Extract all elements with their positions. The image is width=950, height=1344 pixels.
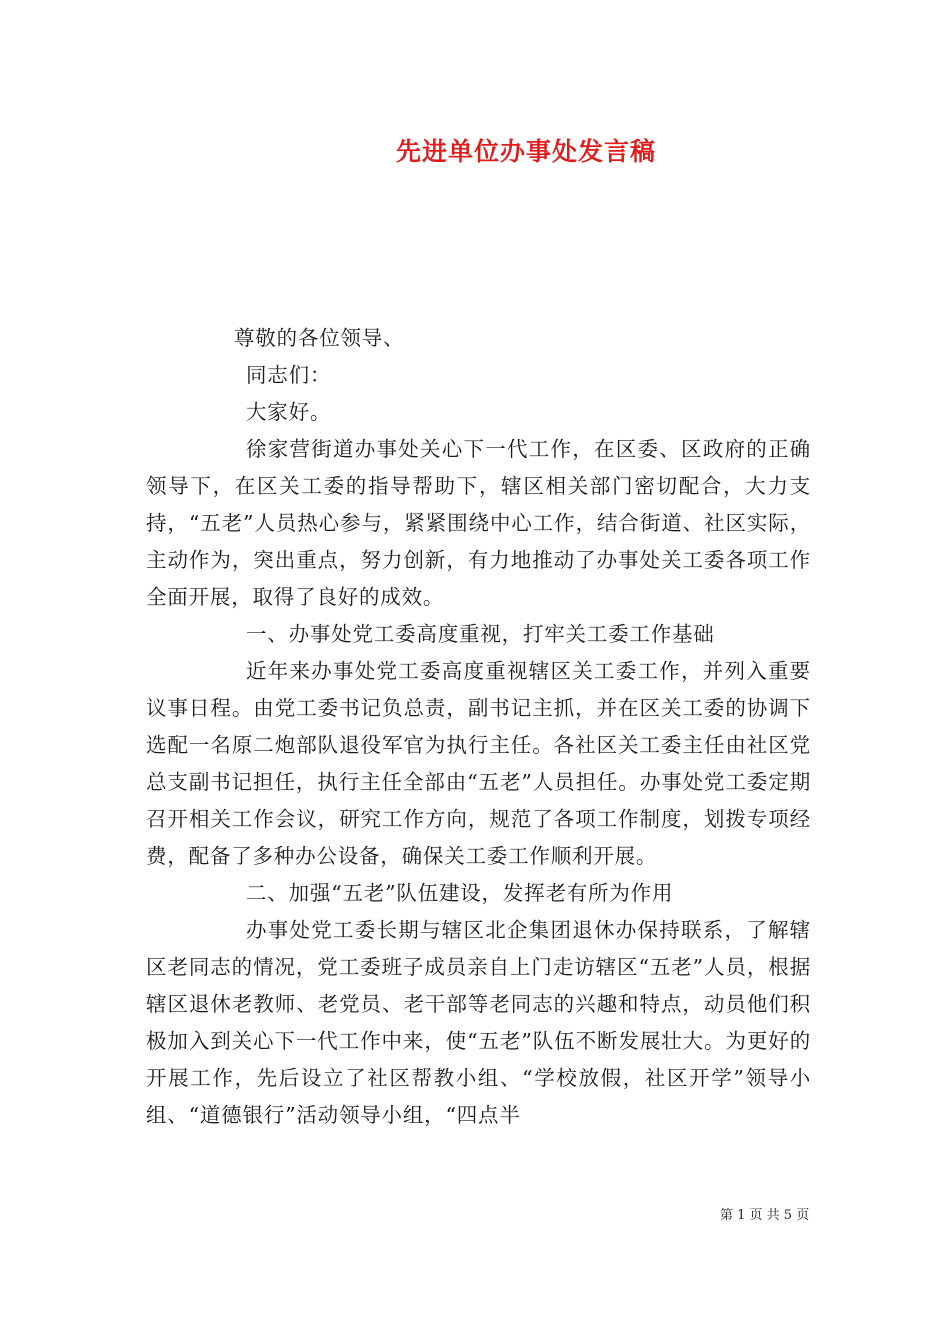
section-heading-2: 二、加强“五老”队伍建设，发挥老有所为作用 bbox=[246, 881, 674, 905]
section-heading-1: 一、办事处党工委高度重视，打牢关工委工作基础 bbox=[246, 622, 715, 646]
paragraph-section-2: 办事处党工委长期与辖区北企集团退休办保持联系，了解辖区老同志的情况，党工委班子成员亲自上门走访辖区“五老”人员，根据辖区退休老教师、老党员、老干部等老同志的兴趣和特点，动员他们积极加入到关心下一代工作中来，使“五老”队伍不断发展壮大。为更好的开展工作，先后设立了社区帮教小组、“学校放假，社区开学”领导小组、“道德银行”活动领导小组，“四点半 bbox=[146, 918, 811, 1127]
paragraph-section-1: 近年来办事处党工委高度重视辖区关工委工作，并列入重要议事日程。由党工委书记负总责，副书记主抓，并在区关工委的协调下选配一名原二炮部队退役军官为执行主任。各社区关工委主任由社区党总支副书记担任，执行主任全部由“五老”人员担任。办事处党工委定期召开相关工作会议，研究工作方向，规范了各项工作制度，划拨专项经费，配备了多种办公设备，确保关工委工作顺利开展。 bbox=[146, 659, 811, 868]
page-number-footer: 第 1 页 共 5 页 bbox=[720, 1208, 810, 1223]
paragraph-intro: 徐家营街道办事处关心下一代工作，在区委、区政府的正确领导下，在区关工委的指导帮助下，辖区相关部门密切配合，大力支持，“五老”人员热心参与，紧紧围绕中心工作，结合街道、社区实际，主动作为，突出重点，努力创新，有力地推动了办事处关工委各项工作全面开展，取得了良好的成效。 bbox=[146, 437, 811, 609]
document-body bbox=[146, 320, 811, 1134]
salutation-line-2: 同志们： bbox=[246, 363, 332, 387]
salutation-line-1: 尊敬的各位领导、 bbox=[234, 326, 405, 350]
greeting: 大家好。 bbox=[246, 400, 332, 424]
document-title: 先进单位办事处发言稿 bbox=[395, 137, 656, 166]
